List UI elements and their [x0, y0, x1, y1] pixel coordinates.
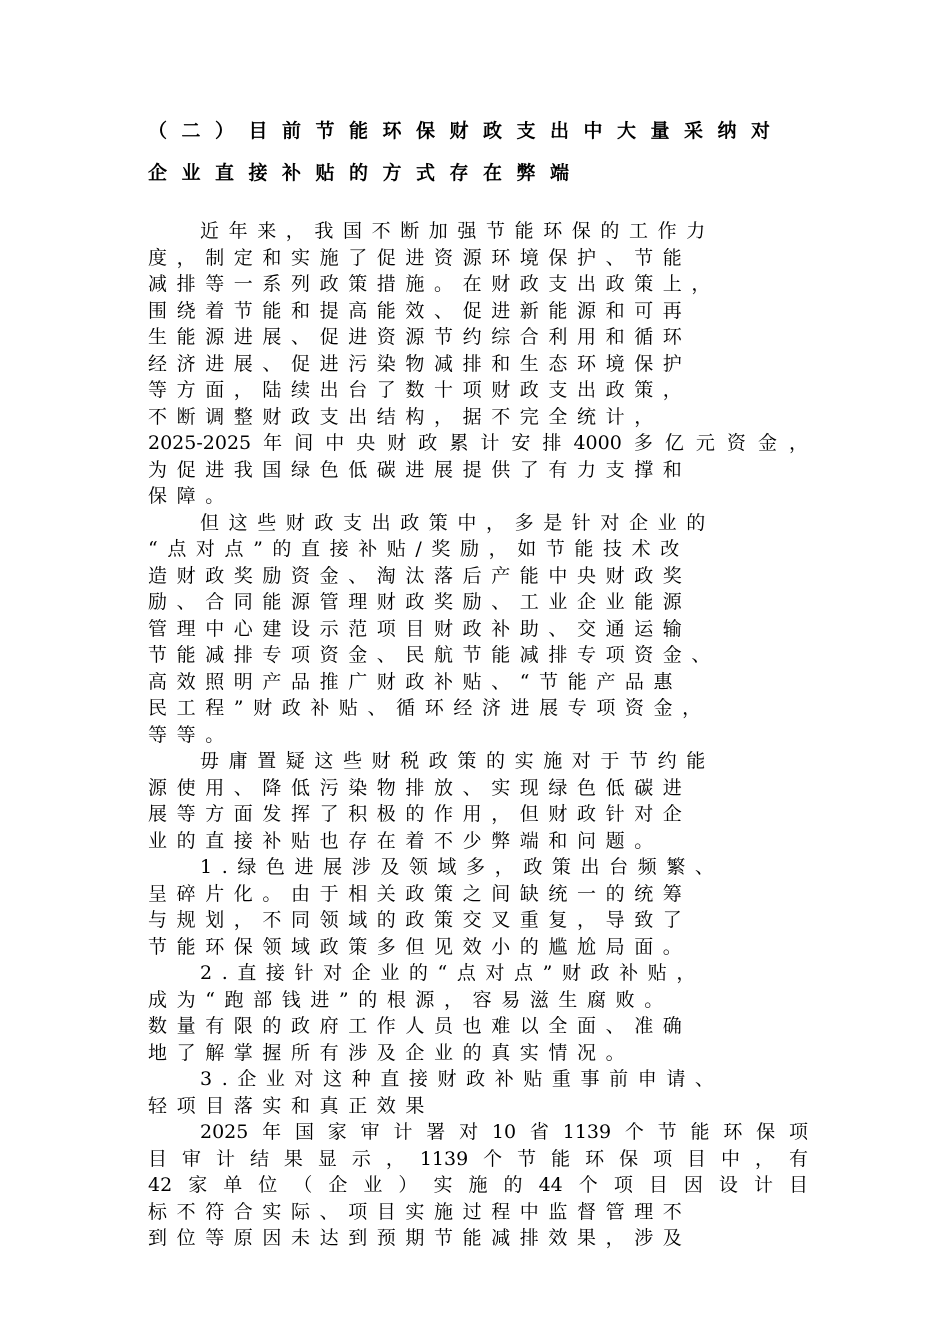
- text-line: 3.企业对这种直接财政补贴重事前申请、: [200, 1068, 724, 1090]
- text-line: 生能源进展、促进资源节约综合利用和循环: [148, 326, 692, 348]
- section-heading-line-1: （二）目前节能环保财政支出中大量采纳对: [148, 120, 785, 142]
- text-line: “点对点”的直接补贴/奖励，如节能技术改: [148, 538, 689, 560]
- text-line: 等等。: [148, 723, 234, 746]
- text-line: 近年来，我国不断加强节能环保的工作力: [200, 220, 715, 242]
- text-line: 业的直接补贴也存在着不少弊端和问题。: [148, 829, 663, 852]
- text-line: 节能减排专项资金、民航节能减排专项资金、: [148, 644, 721, 666]
- text-line: 围绕着节能和提高能效、促进新能源和可再: [148, 299, 692, 322]
- text-line: 但这些财政支出政策中，多是针对企业的: [200, 511, 715, 534]
- text-line: 数量有限的政府工作人员也难以全面、准确: [148, 1015, 692, 1037]
- text-line: 展等方面发挥了积极的作用，但财政针对企: [148, 803, 692, 825]
- text-line: 励、合同能源管理财政奖励、工业企业能源: [148, 591, 692, 613]
- text-line: 保障。: [148, 485, 234, 507]
- text-line: 42家单位（企业）实施的44个项目因设计目: [148, 1174, 808, 1196]
- text-line: 2025-2025年间中央财政累计安排4000多亿元资金，: [148, 432, 808, 454]
- text-line: 毋庸置疑这些财税政策的实施对于节约能: [200, 750, 715, 772]
- text-line: 经济进展、促进污染物减排和生态环境保护: [148, 352, 692, 375]
- text-line: 地了解掌握所有涉及企业的真实情况。: [148, 1041, 635, 1064]
- text-line: 轻项目落实和真正效果: [148, 1094, 435, 1117]
- text-line: 到位等原因未达到预期节能减排效果，涉及: [148, 1227, 692, 1249]
- text-line: 1.绿色进展涉及领域多，政策出台频繁、: [200, 856, 724, 878]
- text-line: 呈碎片化。由于相关政策之间缺统一的统筹: [148, 882, 692, 905]
- text-line: 节能环保领域政策多但见效小的尴尬局面。: [148, 935, 692, 958]
- text-line: 等方面，陆续出台了数十项财政支出政策，: [148, 379, 692, 401]
- text-line: 源使用、降低污染物排放、实现绿色低碳进: [148, 776, 692, 799]
- text-line: 减排等一系列政策措施。在财政支出政策上，: [148, 273, 721, 295]
- text-line: 2.直接针对企业的“点对点”财政补贴，: [200, 962, 705, 984]
- text-line: 与规划，不同领域的政策交叉重复，导致了: [148, 909, 692, 931]
- text-line: 为促进我国绿色低碳进展提供了有力支撑和: [148, 458, 692, 481]
- text-line: 度，制定和实施了促进资源环境保护、节能: [148, 246, 692, 269]
- text-line: 成为“跑部钱进”的根源，容易滋生腐败。: [148, 988, 673, 1011]
- text-line: 2025年国家审计署对10省1139个节能环保项: [200, 1121, 808, 1143]
- text-line: 民工程”财政补贴、循环经济进展专项资金，: [148, 697, 711, 719]
- text-line: 不断调整财政支出结构，据不完全统计，: [148, 405, 663, 428]
- text-line: 目审计结果显示，1139个节能环保项目中，有: [148, 1147, 808, 1170]
- text-line: 管理中心建设示范项目财政补助、交通运输: [148, 617, 692, 640]
- body-text: [148, 218, 808, 1252]
- text-line: 高效照明产品推广财政补贴、“节能产品惠: [148, 670, 683, 693]
- text-line: 造财政奖励资金、淘汰落后产能中央财政奖: [148, 564, 692, 587]
- section-heading-line-2: 企业直接补贴的方式存在弊端: [148, 162, 584, 184]
- text-line: 标不符合实际、项目实施过程中监督管理不: [148, 1200, 692, 1223]
